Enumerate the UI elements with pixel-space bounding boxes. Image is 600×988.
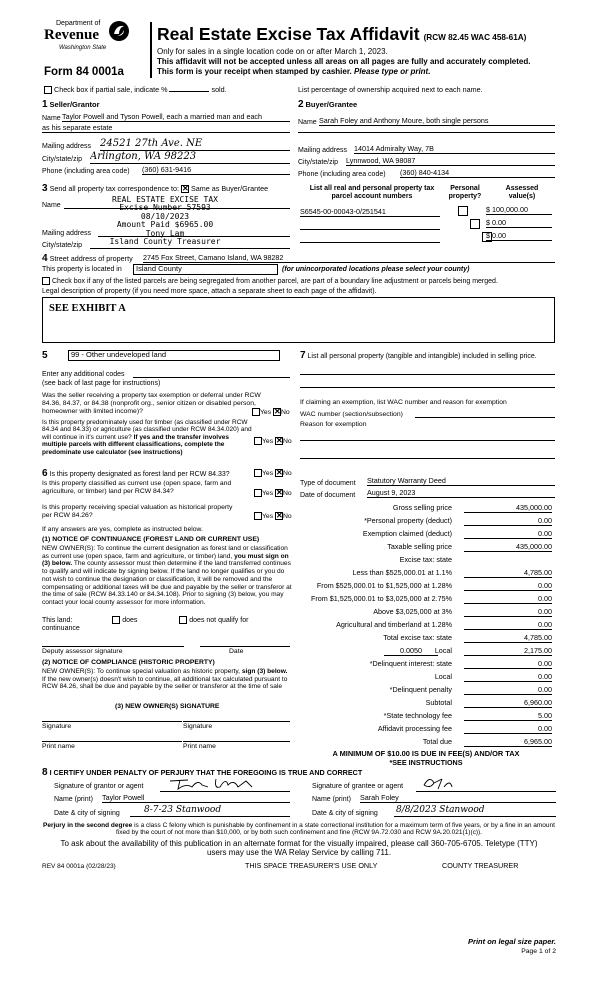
interest-local-value[interactable]: 0.00 <box>464 673 552 682</box>
exemption-question: Was the seller receiving a property tax exemption or deferral under RCW 84.36, 84.37, or 84.38 (nonprofit org., senior citizen or disabled person, homeowner with limited income)? <box>42 392 261 415</box>
revision-label: REV 84 0001a (02/28/23) <box>42 863 116 870</box>
calc-agricultural: Agricultural and timberland at 1.28% 0.00 <box>336 620 552 629</box>
forest-yes-checkbox[interactable] <box>254 469 262 477</box>
legal-size-note: Print on legal size paper. <box>468 937 556 946</box>
buyer-name-field[interactable]: Sarah Foley and Anthony Moure, both single persons <box>319 117 555 126</box>
state-text: Washington State <box>59 45 107 51</box>
forest-question: 6 Is this property designated as forest land per RCW 84.33? <box>42 468 230 479</box>
grantee-signature-label: Signature of grantee or agent <box>312 783 404 790</box>
does-checkbox[interactable] <box>112 616 120 624</box>
corr-name-label: Name <box>42 202 61 209</box>
grantee-name-label: Name (print) <box>312 796 351 803</box>
calc-tier-1: Less than $525,000.01 at 1.1% 4,785.00 <box>352 568 552 577</box>
receipt-note: This form is your receipt when stamped by cashier. <box>157 67 352 76</box>
calc-local: Local 2,175.00 <box>434 646 552 655</box>
exemption-reason-line-2[interactable] <box>300 458 555 459</box>
subtotal-value[interactable]: 6,960.00 <box>464 699 552 708</box>
owner-signature-label-1: Signature <box>42 723 72 730</box>
owner-print-line-2[interactable] <box>183 741 290 742</box>
timber-no-checkbox[interactable] <box>275 437 283 445</box>
owner-print-label-2: Print name <box>183 743 216 750</box>
grantee-name-field[interactable]: Sarah Foley <box>360 794 556 803</box>
same-as-buyer-checkbox[interactable] <box>181 185 189 193</box>
buyer-mailing-label: Mailing address <box>298 147 348 154</box>
form-title: Real Estate Excise Tax Affidavit <box>157 24 420 44</box>
exemption-value[interactable]: 0.00 <box>464 530 552 539</box>
compliance-text: NEW OWNER(S): To continue special valuation as historic property, sign (3) below. If the new owner(s) doesn't wish to continue, all additional tax calculated pursuant to RCW 84.26, shall be due and payable by the seller or transferor at the time of sale <box>42 668 288 691</box>
new-owner-signature-heading: (3) NEW OWNER(S) SIGNATURE <box>115 703 220 710</box>
treasurer-use-label: THIS SPACE TREASURER'S USE ONLY <box>245 861 378 870</box>
page-number: Page 1 of 2 <box>521 948 556 955</box>
exemption-reason-line-1[interactable] <box>300 440 555 441</box>
buyer-name-label: Name <box>298 119 317 126</box>
street-address-field[interactable]: 2745 Fox Street, Camano Island, WA 98282 <box>143 254 555 263</box>
seller-name-label: Name <box>42 115 61 122</box>
minimum-due-note: A MINIMUM OF $10.00 IS DUE IN FEE(S) AND/OR TAX <box>332 749 520 758</box>
timber-yes-no: Yes ✕ No <box>254 437 292 446</box>
exemption-yes-no: Yes ✕ No <box>252 408 290 417</box>
partial-pct-field[interactable] <box>169 91 209 92</box>
seller-city-field[interactable]: Arlington, WA 98223 <box>90 151 290 164</box>
personal-property-value[interactable]: 0.00 <box>464 517 552 526</box>
exemption-yes-checkbox[interactable] <box>252 408 260 416</box>
grantor-signature <box>168 775 278 791</box>
buyer-phone-field[interactable]: (360) 840-4134 <box>400 169 555 178</box>
assessed-value-2[interactable]: $ 0.00 <box>486 219 552 228</box>
grantee-date-field[interactable]: 8/8/2023 Stanwood <box>394 805 556 817</box>
if-yes-note: If any answers are yes, complete as instructed below. <box>42 526 203 533</box>
county-treasurer-label: COUNTY TREASURER <box>442 861 519 870</box>
local-value[interactable]: 2,175.00 <box>464 647 552 656</box>
buyer-name-line-2 <box>298 132 555 133</box>
calc-exemption: Exemption claimed (deduct) 0.00 <box>362 529 552 538</box>
calc-gross-price: Gross selling price 435,000.00 <box>392 503 552 512</box>
personal-property-line-1[interactable] <box>300 374 555 375</box>
current-use-no-checkbox[interactable] <box>275 489 283 497</box>
parcel-field-2[interactable] <box>300 229 440 230</box>
additional-codes-label: Enter any additional codes <box>42 371 125 378</box>
buyer-mailing-field[interactable]: 14014 Admiralty Way, 7B <box>354 145 555 154</box>
calc-total-due: Total due 6,965.00 <box>422 737 552 746</box>
section-5-number: 5 <box>42 350 48 361</box>
correspondence-heading: 3 Send all property tax correspondence to: ✕ Same as Buyer/Grantee <box>42 183 268 195</box>
historic-no-checkbox[interactable] <box>275 512 283 520</box>
personal-property-heading: 7 List all personal property (tangible and intangible) included in selling price. <box>300 350 537 361</box>
parcel-header: List all real and personal property tax parcel account numbers <box>309 185 435 201</box>
exemption-reason-label: Reason for exemption <box>300 421 367 428</box>
legal-desc-label: Legal description of property (if you need more space, attach a separate sheet to each page of the affidavit). <box>42 288 377 295</box>
codes-note: (see back of last page for instructions) <box>42 380 161 387</box>
taxable-price-value[interactable]: 435,000.00 <box>464 543 552 552</box>
header-line-3 <box>157 67 430 76</box>
gross-price-value[interactable]: 435,000.00 <box>464 504 552 513</box>
street-address-label: 4 Street address of property <box>42 253 133 264</box>
personal-property-line-2[interactable] <box>300 387 555 388</box>
seller-city-label: City/state/zip <box>42 156 83 163</box>
form-title-line <box>157 24 526 44</box>
corr-mailing-label: Mailing address <box>42 230 92 237</box>
seller-name-line-3 <box>42 132 290 133</box>
deputy-date-label: Date <box>229 648 244 655</box>
calc-tier-4: Above $3,025,000 at 3% 0.00 <box>373 607 552 616</box>
corr-city-field[interactable] <box>90 248 290 249</box>
county-select[interactable]: Island County <box>133 264 278 275</box>
calc-personal-property: *Personal property (deduct) 0.00 <box>364 516 552 525</box>
partial-sale-row <box>44 86 227 94</box>
tier-4-value[interactable]: 0.00 <box>464 608 552 617</box>
dor-logo <box>44 20 144 62</box>
forest-no-checkbox[interactable] <box>275 469 283 477</box>
grantee-signature <box>420 775 480 791</box>
additional-codes-field[interactable] <box>133 377 290 378</box>
seller-phone-label: Phone (including area code) <box>42 168 130 175</box>
this-land-row: This land: does does not qualify for <box>42 616 249 624</box>
grantor-signature-label: Signature of grantor or agent <box>54 783 144 790</box>
calc-subtotal: Subtotal 6,960.00 <box>425 698 552 707</box>
seller-heading: 1 Seller/Grantor <box>42 99 100 110</box>
calc-tech-fee: *State technology fee 5.00 <box>383 711 552 720</box>
segregated-row: Check box if any of the listed parcels are being segregated from another parcel, are part of a boundary line adjustment or parcels being merged. <box>42 277 498 286</box>
assessed-value-header: Assessed value(s) <box>505 185 539 201</box>
seller-name-field-2[interactable]: as his separate estate <box>42 124 290 133</box>
revenue-text: Revenue <box>44 27 99 43</box>
total-state-value[interactable]: 4,785.00 <box>464 634 552 643</box>
seller-mailing-label: Mailing address <box>42 143 92 150</box>
calc-penalty: *Delinquent penalty 0.00 <box>389 685 552 694</box>
treasurer-stamp: REAL ESTATE EXCISE TAX Excise Number 57593 08/10/2023 Amount Paid $6965.00 Tony Lam Island County Treasurer <box>109 195 221 246</box>
calc-interest-local: Local 0.00 <box>434 672 552 681</box>
personal-property-checkbox-1[interactable] <box>458 206 468 216</box>
owner-signature-line-1[interactable] <box>42 721 182 722</box>
doc-date-field[interactable]: August 9, 2023 <box>367 489 555 498</box>
assessed-value-3[interactable]: $ 0.00 <box>486 232 552 241</box>
compliance-heading: (2) NOTICE OF COMPLIANCE (HISTORIC PROPERTY) <box>42 659 215 666</box>
assessed-value-1[interactable]: $ 100,000.00 <box>486 206 552 215</box>
legal-description-box[interactable] <box>42 297 555 343</box>
timber-yes-checkbox[interactable] <box>254 437 262 445</box>
agricultural-value[interactable]: 0.00 <box>464 621 552 630</box>
historic-question: Is this property receiving special valuation as historical property per RCW 84.26? <box>42 504 233 519</box>
form-rcw: (RCW 82.45 WAC 458-61A) <box>423 33 527 42</box>
grantee-date-label: Date & city of signing <box>312 810 378 817</box>
deputy-signature-label: Deputy assessor signature <box>42 648 123 655</box>
timber-question: Is this property predominately used for timber (as classified under RCW 84.34 and 84.33) or agriculture (as classified under RCW 84.34.020) and will continue in it's current use? If yes and the transfer involves multiple parcels with different classifications, complete the predominate use calculator (see instructions) <box>42 419 252 456</box>
tier-1-value[interactable]: 4,785.00 <box>464 569 552 578</box>
grantor-name-field[interactable]: Taylor Powell <box>102 794 290 803</box>
calc-taxable-price: Taxable selling price 435,000.00 <box>387 542 552 551</box>
historic-yes-no: Yes ✕ No <box>254 512 292 521</box>
tech-fee-value[interactable]: 5.00 <box>464 712 552 721</box>
exemption-no-checkbox[interactable] <box>273 408 281 416</box>
parcel-field-1[interactable]: S6545-00-00043-0/251541 <box>300 208 440 217</box>
calc-excise-state: Excise tax: state <box>399 555 452 564</box>
continuance-heading: (1) NOTICE OF CONTINUANCE (FOREST LAND OR CURRENT USE) <box>42 536 260 543</box>
ownership-note: List percentage of ownership acquired next to each name. <box>298 85 483 94</box>
doc-type-field[interactable]: Statutory Warranty Deed <box>367 477 555 486</box>
buyer-phone-label: Phone (including area code) <box>298 171 386 178</box>
partial-sold-label: sold. <box>211 85 227 94</box>
doc-type-label: Type of document <box>300 480 356 487</box>
grantee-signature-field[interactable] <box>416 791 556 792</box>
buyer-city-label: City/state/zip <box>298 159 339 166</box>
grantor-date-field[interactable]: 8-7-23 Stanwood <box>130 805 290 817</box>
wac-number-label: WAC number (section/subsection) <box>300 411 403 418</box>
alt-format-note: To ask about the availability of this publication in an alternate format for the visually impaired, please call 360-705-6705. Teletype (TTY) users may use the WA Relay Service by calling 711. <box>60 839 538 857</box>
total-due-value[interactable]: 6,965.00 <box>464 738 552 747</box>
see-instructions-note: *SEE INSTRUCTIONS <box>389 758 463 767</box>
forest-yes-no: Yes ✕ No <box>254 469 292 478</box>
tier-3-value[interactable]: 0.00 <box>464 595 552 604</box>
personal-property-header: Personal property? <box>448 185 482 201</box>
header-line-2: This affidavit will not be accepted unless all areas on all pages are fully and accurately completed. <box>157 57 531 66</box>
calc-tier-3: From $1,525,000.01 to $3,025,000 at 2.75% 0.00 <box>310 594 552 603</box>
owner-signature-label-2: Signature <box>183 723 213 730</box>
deputy-date-line[interactable] <box>200 646 290 647</box>
header-line-1: Only for sales in a single location code on or after March 1, 2023. <box>157 47 388 56</box>
dept-of-text: Department of <box>56 20 101 27</box>
continuance-text: NEW OWNER(S): To continue the current designation as forest land or classification as current use (open space, farm and agriculture, or timber) land, you must sign on (3) below. The county assessor must then determine if the land transferred continues to qualify and will indicate by signing below. If the land no longer qualifies or you do not wish to continue the designation or classification, it will be removed and the compensating or additional taxes will be due and payable by the seller or transferor at the time of sale (RCW 84.33.140 or 84.34.108). Prior to signing (3) below, you may contact your local county assessor for more information. <box>42 545 292 606</box>
doc-date-label: Date of document <box>300 492 356 499</box>
seller-mailing-field[interactable]: 24521 27th Ave. NE <box>100 138 290 151</box>
processing-fee-value[interactable]: 0.00 <box>464 725 552 734</box>
certify-heading: 8 I CERTIFY UNDER PENALTY OF PERJURY THAT THE FOREGOING IS TRUE AND CORRECT <box>42 767 363 778</box>
exemption-wac-label: If claiming an exemption, list WAC number and reason for exemption <box>300 399 507 406</box>
revenue-swirl-icon <box>108 20 130 42</box>
parcel-field-3[interactable] <box>300 242 440 243</box>
type-or-print: Please type or print. <box>353 67 431 76</box>
header-divider <box>150 22 152 78</box>
interest-state-value[interactable]: 0.00 <box>464 660 552 669</box>
deputy-signature-line[interactable] <box>42 646 184 647</box>
partial-sale-checkbox[interactable] <box>44 86 52 94</box>
continuance-label: continuance <box>42 625 80 632</box>
current-use-yes-checkbox[interactable] <box>254 489 262 497</box>
historic-yes-checkbox[interactable] <box>254 512 262 520</box>
form-number: Form 84 0001a <box>44 66 124 78</box>
calc-processing-fee: Affidavit processing fee 0.00 <box>377 724 552 733</box>
owner-print-line-1[interactable] <box>42 741 182 742</box>
calc-tier-2: From $525,000.01 to $1,525,000 at 1.28% 0.00 <box>316 581 552 590</box>
owner-signature-line-2[interactable] <box>183 721 290 722</box>
legal-description-text: SEE EXHIBIT A <box>49 303 126 314</box>
tier-2-value[interactable]: 0.00 <box>464 582 552 591</box>
corr-city-label: City/state/zip <box>42 242 83 249</box>
does-not-checkbox[interactable] <box>179 616 187 624</box>
wac-number-field[interactable] <box>415 417 555 418</box>
current-use-question: Is this property classified as current use (open space, farm and agriculture, or timber) land per RCW 84.34? <box>42 480 232 495</box>
county-note: (for unincorporated locations please select your county) <box>282 266 470 273</box>
located-in-label: This property is located in <box>42 266 122 273</box>
buyer-city-field[interactable]: Lynnwood, WA 98087 <box>346 157 555 166</box>
local-rate-field[interactable]: 0.0050 <box>384 647 438 656</box>
calc-total-state: Total excise tax: state 4,785.00 <box>383 633 552 642</box>
grantor-signature-field[interactable] <box>160 791 290 792</box>
perjury-note: Perjury in the second degree is a class C felony which is punishable by confinement in a state correctional institution for a maximum term of five years, or by a fine in an amount fixed by the court of not more than $10,000, or by both such confinement and fine (RCW 9A.72.030 and RCW 9A.20.021(1)(c)). <box>43 822 555 837</box>
grantor-name-label: Name (print) <box>54 796 93 803</box>
personal-property-checkbox-2[interactable] <box>470 219 480 229</box>
penalty-value[interactable]: 0.00 <box>464 686 552 695</box>
partial-sale-label: Check box if partial sale, indicate % <box>54 85 168 94</box>
owner-print-label-1: Print name <box>42 743 75 750</box>
grantor-date-label: Date & city of signing <box>54 810 120 817</box>
current-use-yes-no: Yes ✕ No <box>254 489 292 498</box>
seller-phone-field[interactable]: (360) 631-9416 <box>142 166 290 175</box>
calc-interest-state: *Delinquent interest: state 0.00 <box>369 659 552 668</box>
seller-name-field[interactable]: Taylor Powell and Tyson Powell, each a married man and each <box>62 113 290 122</box>
buyer-heading: 2 Buyer/Grantee <box>298 99 358 110</box>
land-use-select[interactable]: 99 - Other undeveloped land <box>68 350 280 361</box>
segregated-checkbox[interactable] <box>42 277 50 285</box>
